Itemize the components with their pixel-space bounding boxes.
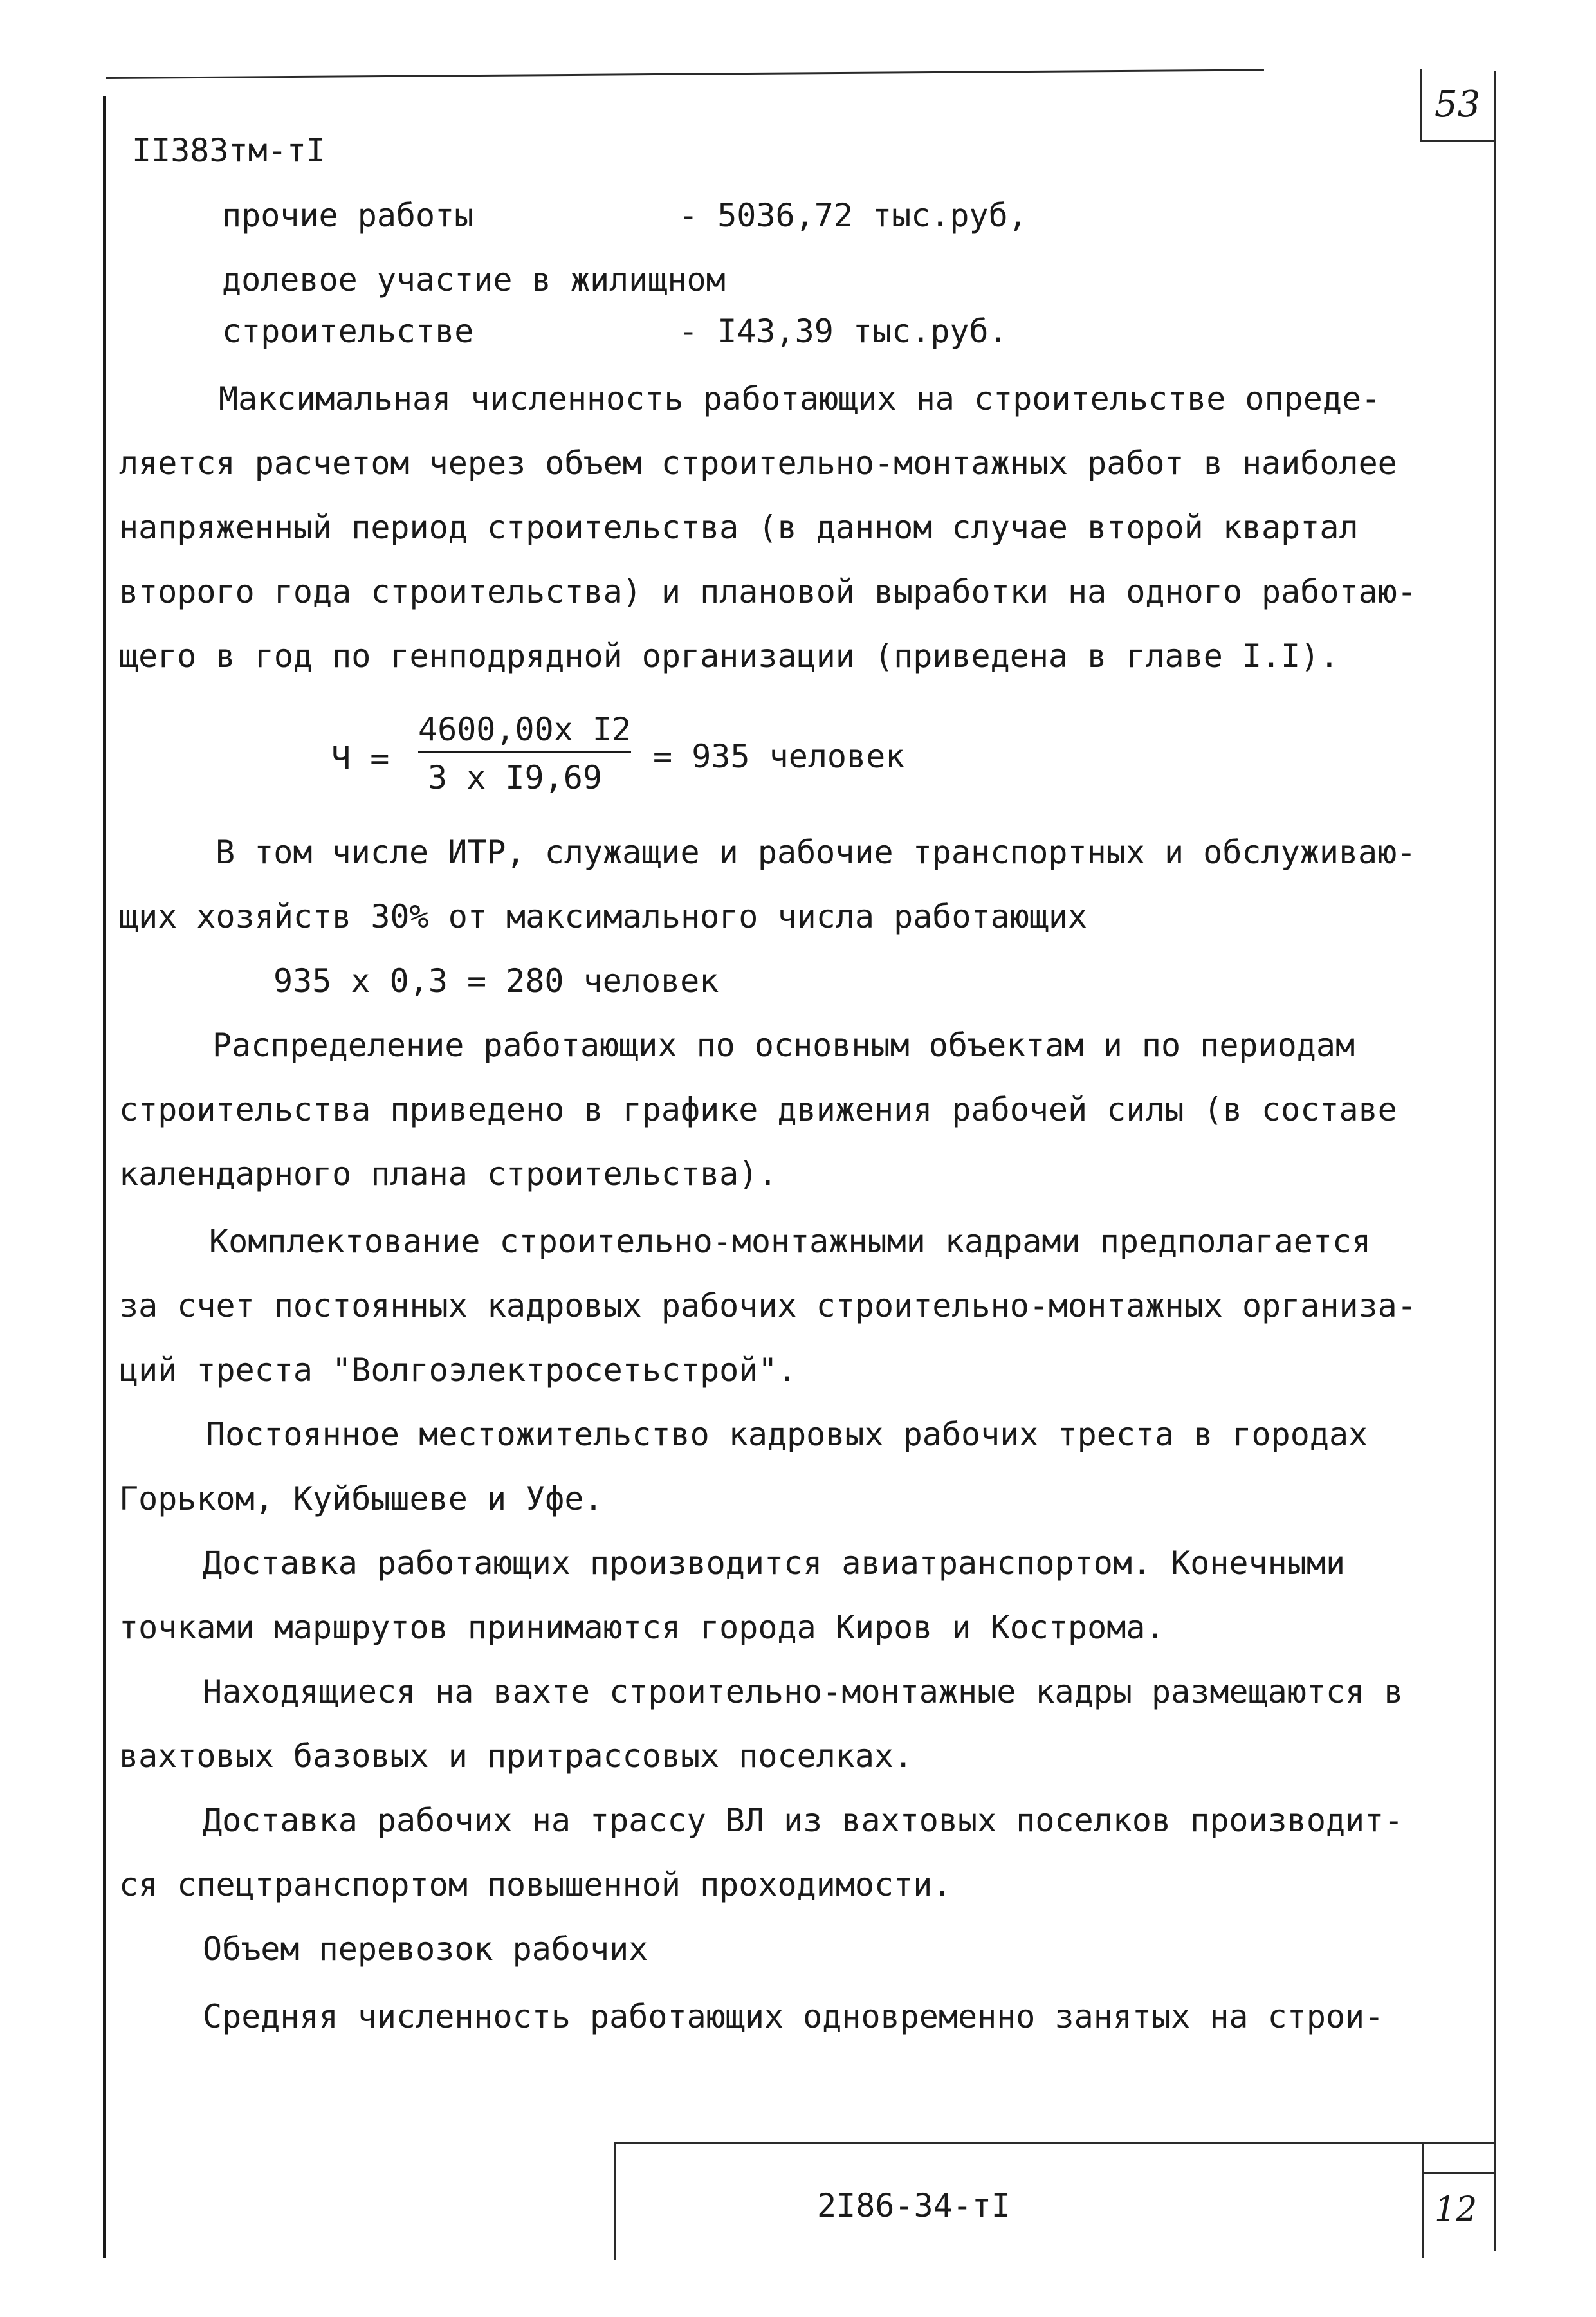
p5-line-2: Горьком, Куйбышеве и Уфе. — [119, 1480, 603, 1517]
p2-line-1: В том числе ИТР, служащие и рабочие транспортных и обслуживаю- — [216, 834, 1417, 871]
cost-other-label: прочие работы — [222, 197, 474, 234]
p4-line-1: Комплектование строительно-монтажными кадрами предполагается — [209, 1223, 1371, 1260]
p1-line-4: второго года строительства) и плановой выработки на одного работаю- — [119, 573, 1417, 610]
p5-line-1: Постоянное местожительство кадровых рабочих треста в городах — [206, 1416, 1368, 1453]
p8-line-1: Доставка рабочих на трассу ВЛ из вахтовых поселков производит- — [203, 1802, 1404, 1839]
p1-line-1: Максимальная численность работающих на строительстве опреде- — [219, 380, 1381, 417]
cost-housing-label-1: долевое участие в жилищном — [222, 261, 726, 298]
cost-housing-value: - I43,39 тыс.руб. — [679, 313, 1008, 350]
calc-line: 935 x 0,3 = 280 человек — [273, 962, 719, 1000]
p3-line-1: Распределение работающих по основным объектам и по периодам — [212, 1027, 1355, 1064]
p7-line-2: вахтовых базовых и притрассовых поселках. — [119, 1737, 913, 1775]
frame-left-border — [103, 96, 106, 2258]
title-block-sheet-divider — [1424, 2172, 1494, 2174]
title-block-code: 2I86-34-тI — [817, 2187, 1011, 2224]
formula-numerator: 4600,00x I2 — [418, 711, 631, 753]
title-block — [614, 2142, 1496, 2260]
formula-result: = 935 человек — [653, 738, 905, 775]
document-code: II383тм-тI — [132, 132, 326, 169]
p1-line-2: ляется расчетом через объем строительно-монтажных работ в наиболее — [119, 444, 1397, 482]
p6-line-1: Доставка работающих производится авиатранспортом. Конечными — [203, 1544, 1346, 1582]
p3-line-3: календарного плана строительства). — [119, 1155, 778, 1193]
page-number: 53 — [1435, 84, 1481, 125]
p7-line-1: Находящиеся на вахте строительно-монтажные кадры размещаются в — [203, 1673, 1404, 1710]
cost-housing-label-2: строительстве — [222, 313, 474, 350]
p10-line: Средняя численность работающих одновременно занятых на строи- — [203, 1998, 1384, 2035]
title-block-divider — [1422, 2142, 1424, 2258]
formula-denominator: 3 x I9,69 — [428, 759, 602, 796]
p1-line-5: щего в год по генподрядной организации (приведена в главе I.I). — [119, 637, 1339, 675]
frame-right-border — [1494, 71, 1496, 2251]
formula-lhs: Ч = — [331, 740, 390, 777]
p6-line-2: точками маршрутов принимаются города Киров и Кострома. — [119, 1609, 1165, 1646]
p4-line-3: ций треста "Волгоэлектросетьстрой". — [119, 1351, 797, 1389]
cost-other-value: - 5036,72 тыс.руб, — [679, 197, 1027, 234]
frame-top-border — [106, 69, 1264, 79]
p8-line-2: ся спецтранспортом повышенной проходимости. — [119, 1866, 952, 1903]
p9-line: Объем перевозок рабочих — [203, 1930, 648, 1968]
p2-line-2: щих хозяйств 30% от максимального числа работающих — [119, 898, 1088, 935]
p1-line-3: напряженный период строительства (в данном случае второй квартал — [119, 509, 1359, 546]
p3-line-2: строительства приведено в графике движения рабочей силы (в составе — [119, 1091, 1397, 1128]
sheet-number: 12 — [1435, 2190, 1478, 2229]
p4-line-2: за счет постоянных кадровых рабочих строительно-монтажных организа- — [119, 1287, 1417, 1324]
